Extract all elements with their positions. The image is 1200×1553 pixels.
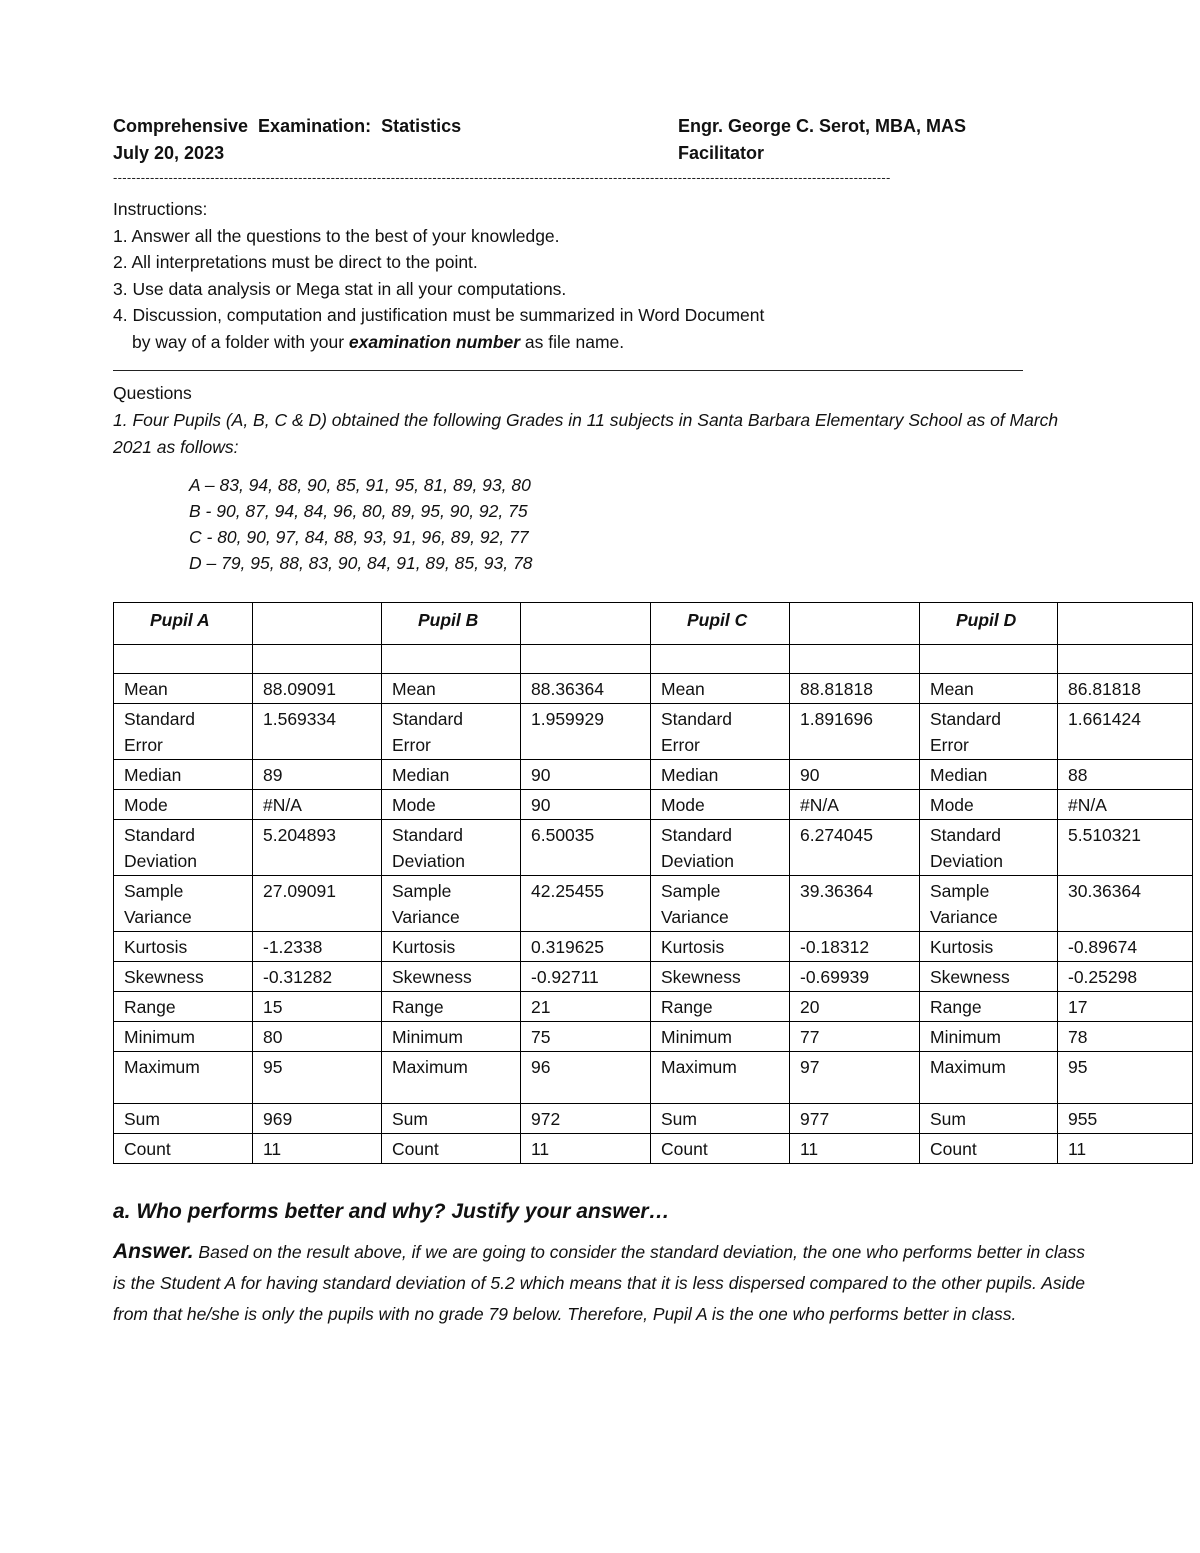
row-label-maximum: Maximum: [382, 1052, 521, 1104]
row-label-mean: Mean: [382, 674, 521, 704]
row-label-minimum: Minimum: [114, 1022, 253, 1052]
questions-heading: Questions: [113, 383, 192, 403]
cell-value: 11: [521, 1134, 651, 1164]
cell-value: 90: [521, 790, 651, 820]
cell-value: 15: [253, 992, 382, 1022]
table-row: [114, 790, 1193, 820]
row-label-minimum: Minimum: [382, 1022, 521, 1052]
row-label-sample-variance: [382, 876, 521, 932]
instruction-text: by way of a folder with your: [132, 331, 349, 352]
cell-value: 21: [521, 992, 651, 1022]
cell-value: #N/A: [790, 790, 920, 820]
cell-value: 77: [790, 1022, 920, 1052]
facilitator-name: Engr. George C. Serot, MBA, MAS: [678, 116, 967, 136]
cell-value: -0.25298: [1058, 962, 1193, 992]
cell-value: 80: [253, 1022, 382, 1052]
row-label-sample-variance: [114, 876, 253, 932]
cell-value: 95: [253, 1052, 382, 1104]
cell-value: 972: [521, 1104, 651, 1134]
row-label-skewness: Skewness: [651, 962, 790, 992]
label-line: Deviation: [661, 851, 734, 871]
label-line: Variance: [124, 907, 192, 927]
cell-value: -1.2338: [253, 932, 382, 962]
cell-value: 95: [1058, 1052, 1193, 1104]
cell-value: 11: [1058, 1134, 1193, 1164]
row-label-sample-variance: [651, 876, 790, 932]
row-label-mode: Mode: [920, 790, 1058, 820]
row-label-minimum: Minimum: [920, 1022, 1058, 1052]
cell-value: #N/A: [253, 790, 382, 820]
table-header-row: [114, 603, 1193, 645]
row-label-skewness: Skewness: [114, 962, 253, 992]
row-label-mean: Mean: [114, 674, 253, 704]
instructions: [113, 196, 764, 355]
cell-value: 0.319625: [521, 932, 651, 962]
descriptive-stats-table: [113, 602, 1193, 1164]
cell-value: 78: [1058, 1022, 1193, 1052]
cell-value: 88: [1058, 760, 1193, 790]
table-row: [114, 932, 1193, 962]
cell-value: 88.36364: [521, 674, 651, 704]
row-label-mode: Mode: [382, 790, 521, 820]
instructions-heading: Instructions:: [113, 199, 208, 219]
row-label-median: Median: [651, 760, 790, 790]
cell-value: 5.204893: [253, 820, 382, 876]
cell-value: 1.959929: [521, 704, 651, 760]
cell-value: 5.510321: [1058, 820, 1193, 876]
cell-value: 6.50035: [521, 820, 651, 876]
label-line: Standard: [124, 709, 196, 729]
table-row: [114, 992, 1193, 1022]
row-label-kurtosis: Kurtosis: [651, 932, 790, 962]
row-label-count: Count: [920, 1134, 1058, 1164]
row-label-kurtosis: Kurtosis: [114, 932, 253, 962]
cell-value: -0.18312: [790, 932, 920, 962]
label-line: Standard: [392, 825, 464, 845]
row-label-maximum: Maximum: [920, 1052, 1058, 1104]
instruction-text: as file name.: [520, 331, 625, 352]
header-pupil-d: Pupil D: [920, 603, 1058, 645]
table-row: [114, 704, 1193, 760]
row-label-mean: Mean: [651, 674, 790, 704]
row-label-median: Median: [920, 760, 1058, 790]
row-label-minimum: Minimum: [651, 1022, 790, 1052]
instruction-item: 2. All interpretations must be direct to the point.: [113, 252, 478, 272]
label-line: Variance: [930, 907, 998, 927]
row-label-kurtosis: Kurtosis: [382, 932, 521, 962]
row-label-sample-variance: [920, 876, 1058, 932]
cell-value: 42.25455: [521, 876, 651, 932]
grades-pupil-b: B - 90, 87, 94, 84, 96, 80, 89, 95, 90, 92, 75: [189, 501, 528, 521]
cell-value: 88.09091: [253, 674, 382, 704]
row-label-sum: Sum: [651, 1104, 790, 1134]
solid-divider: [113, 370, 1023, 371]
cell-value: 20: [790, 992, 920, 1022]
cell-value: -0.92711: [521, 962, 651, 992]
row-label-maximum: Maximum: [651, 1052, 790, 1104]
cell-value: 27.09091: [253, 876, 382, 932]
row-label-count: Count: [382, 1134, 521, 1164]
label-line: Standard: [661, 709, 733, 729]
label-line: Deviation: [124, 851, 197, 871]
label-line: Sample: [392, 881, 452, 901]
table-row: [114, 1134, 1193, 1164]
question-a: a. Who performs better and why? Justify your answer…: [113, 1200, 670, 1223]
table-row: [114, 645, 1193, 674]
row-label-mean: Mean: [920, 674, 1058, 704]
row-label-maximum: Maximum: [114, 1052, 253, 1104]
cell-value: 97: [790, 1052, 920, 1104]
row-label-sum: Sum: [114, 1104, 253, 1134]
row-label-range: Range: [382, 992, 521, 1022]
cell-value: 1.569334: [253, 704, 382, 760]
header-row-2: [113, 143, 1113, 164]
cell-value: 30.36364: [1058, 876, 1193, 932]
table-row: [114, 674, 1193, 704]
grades-pupil-a: A – 83, 94, 88, 90, 85, 91, 95, 81, 89, 93, 80: [189, 475, 531, 495]
cell-value: -0.31282: [253, 962, 382, 992]
table-row: [114, 876, 1193, 932]
row-label-count: Count: [114, 1134, 253, 1164]
instruction-item-continuation: [113, 329, 764, 356]
table-row: [114, 962, 1193, 992]
cell-value: 88.81818: [790, 674, 920, 704]
cell-value: 86.81818: [1058, 674, 1193, 704]
row-label-sum: Sum: [382, 1104, 521, 1134]
row-label-standard-deviation: [382, 820, 521, 876]
label-line: Deviation: [930, 851, 1003, 871]
instruction-item: 3. Use data analysis or Mega stat in all your computations.: [113, 278, 567, 299]
cell-value: 955: [1058, 1104, 1193, 1134]
grades-pupil-c: C - 80, 90, 97, 84, 88, 93, 91, 96, 89, 92, 77: [189, 527, 529, 547]
row-label-standard-deviation: [114, 820, 253, 876]
questions-section: [113, 380, 1093, 461]
answer-paragraph: [113, 1236, 1085, 1330]
label-line: Variance: [392, 907, 460, 927]
row-label-range: Range: [920, 992, 1058, 1022]
label-line: Standard: [930, 825, 1002, 845]
dashed-divider: ------------------------------------------------------------------------------------------------------------------------------------------------------------------------: [113, 170, 891, 185]
grades-pupil-d: D – 79, 95, 88, 83, 90, 84, 91, 89, 85, 93, 78: [189, 553, 533, 573]
cell-value: 39.36364: [790, 876, 920, 932]
label-line: Error: [392, 735, 431, 755]
table-row: [114, 760, 1193, 790]
cell-value: 90: [521, 760, 651, 790]
cell-value: -0.89674: [1058, 932, 1193, 962]
label-line: Error: [930, 735, 969, 755]
label-line: Sample: [661, 881, 721, 901]
row-label-skewness: Skewness: [382, 962, 521, 992]
cell-value: 6.274045: [790, 820, 920, 876]
label-line: Variance: [661, 907, 729, 927]
row-label-range: Range: [651, 992, 790, 1022]
row-label-kurtosis: Kurtosis: [920, 932, 1058, 962]
label-line: Standard: [661, 825, 733, 845]
row-label-count: Count: [651, 1134, 790, 1164]
label-line: Sample: [124, 881, 184, 901]
header-pupil-a: Pupil A: [114, 603, 253, 645]
cell-value: #N/A: [1058, 790, 1193, 820]
question-1: 1. Four Pupils (A, B, C & D) obtained the following Grades in 11 subjects in Santa Barbara Elementary School as of March 2021 as follows:: [113, 410, 1059, 457]
cell-value: 75: [521, 1022, 651, 1052]
cell-value: 89: [253, 760, 382, 790]
row-label-mode: Mode: [114, 790, 253, 820]
cell-value: 11: [790, 1134, 920, 1164]
table-row: [114, 1052, 1193, 1104]
row-label-standard-error: [382, 704, 521, 760]
cell-value: 969: [253, 1104, 382, 1134]
label-line: Sample: [930, 881, 990, 901]
label-line: Standard: [930, 709, 1002, 729]
exam-date: July 20, 2023: [113, 143, 225, 163]
instruction-item: 4. Discussion, computation and justification must be summarized in Word Document: [113, 305, 765, 325]
row-label-standard-deviation: [920, 820, 1058, 876]
cell-value: 17: [1058, 992, 1193, 1022]
cell-value: 1.891696: [790, 704, 920, 760]
grades-list: [189, 472, 532, 576]
cell-value: 1.661424: [1058, 704, 1193, 760]
facilitator-role: Facilitator: [678, 143, 765, 163]
row-label-standard-error: [114, 704, 253, 760]
table-row: [114, 1022, 1193, 1052]
label-line: Standard: [392, 709, 464, 729]
instruction-item: 1. Answer all the questions to the best of your knowledge.: [113, 225, 560, 246]
row-label-range: Range: [114, 992, 253, 1022]
answer-text: Based on the result above, if we are going to consider the standard deviation, the one who performs better in class is the Student A for having standard deviation of 5.2 which means that it is less dispersed compared to the other pupils. Aside from that he/she is only the pupils with no grade 79 below. Therefore, Pupil A is the one who performs better in class.: [113, 1242, 1085, 1324]
label-line: Error: [661, 735, 700, 755]
cell-value: 11: [253, 1134, 382, 1164]
table-row: [114, 820, 1193, 876]
row-label-median: Median: [382, 760, 521, 790]
exam-title: Comprehensive Examination: Statistics: [113, 116, 462, 136]
row-label-mode: Mode: [651, 790, 790, 820]
cell-value: -0.69939: [790, 962, 920, 992]
header-pupil-b: Pupil B: [382, 603, 521, 645]
header-pupil-c: Pupil C: [651, 603, 790, 645]
label-line: Error: [124, 735, 163, 755]
row-label-standard-error: [920, 704, 1058, 760]
cell-value: 977: [790, 1104, 920, 1134]
cell-value: 90: [790, 760, 920, 790]
header-row-1: [113, 116, 1113, 137]
cell-value: 96: [521, 1052, 651, 1104]
emphasis-exam-number: examination number: [348, 331, 521, 352]
row-label-standard-deviation: [651, 820, 790, 876]
row-label-median: Median: [114, 760, 253, 790]
label-line: Deviation: [392, 851, 465, 871]
row-label-skewness: Skewness: [920, 962, 1058, 992]
row-label-sum: Sum: [920, 1104, 1058, 1134]
row-label-standard-error: [651, 704, 790, 760]
label-line: Standard: [124, 825, 196, 845]
table-row: [114, 1104, 1193, 1134]
answer-label: Answer.: [113, 1240, 194, 1263]
